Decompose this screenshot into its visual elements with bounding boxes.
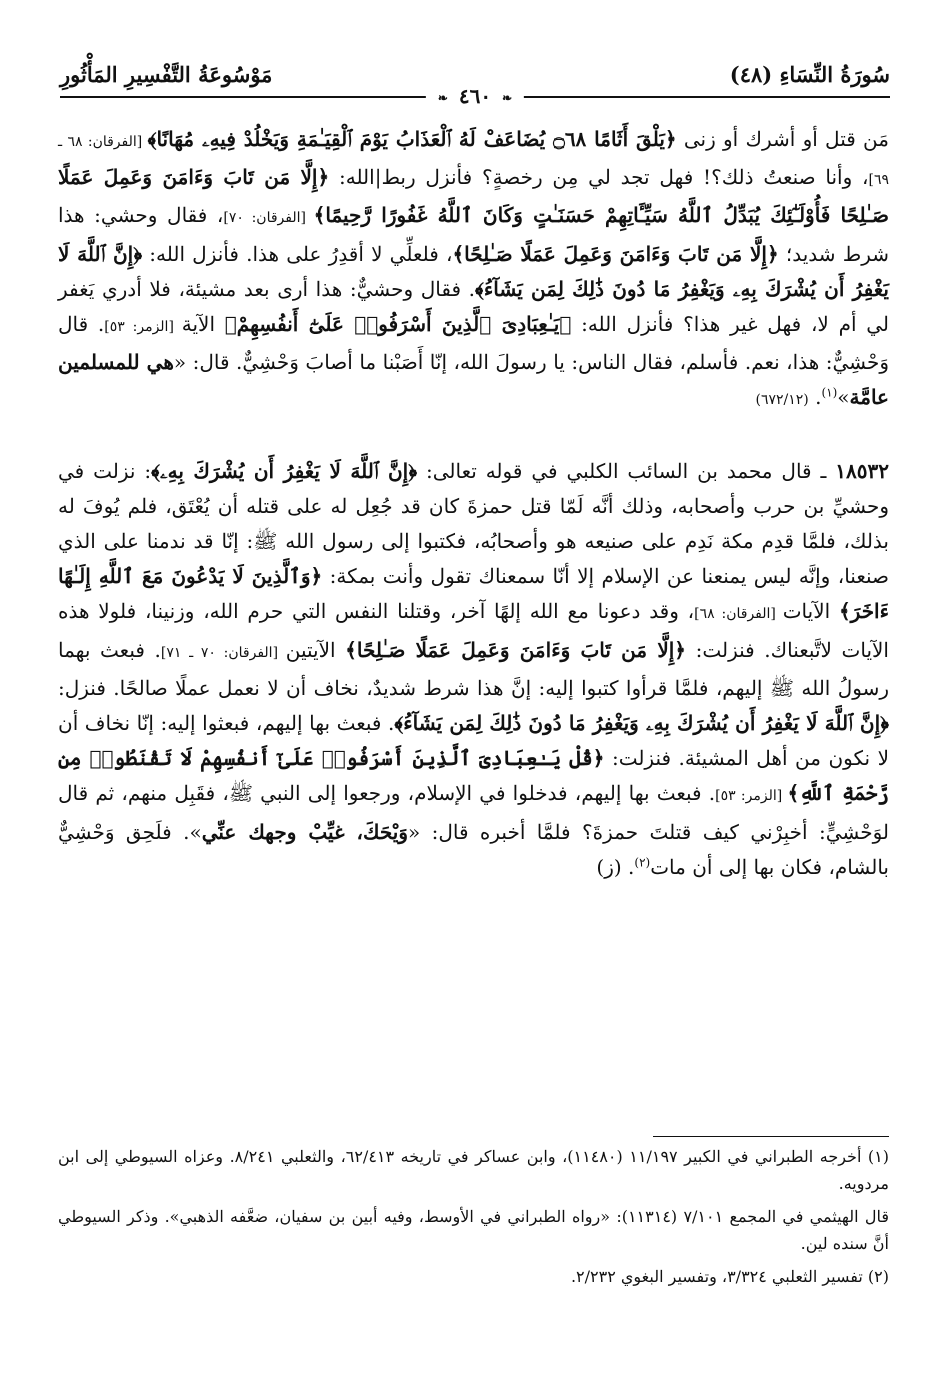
- verse-reference: [الزمر: ٥٣]: [104, 319, 182, 336]
- text-span: : نزلت في وحشيِّ بن حرب وأصحابه، وذلك أنَّه لَمّا قتل حمزةَ كان قد جُعِل له على قتله أن يُعْتَق، فلم يُوفَ له بذلك، فلمَّا قدِم مكة نَدِم على صنيعه هو وأصحابُه، فكتبوا إلى رسول الله ﷺ: إنّا قد ندمنا على الذي صنعنا، وإنَّه ليس يمنعنا عن الإسلام إلا أنّا سمعناك تقول وأنت بمكة:: [58, 458, 889, 589]
- verse-reference: [الفرقان: ٧٠ ـ ٧١]: [160, 644, 286, 661]
- text-span: مَن قتل أو أشرك أو زنى: [676, 127, 889, 151]
- text-span: الآيتين: [285, 637, 346, 662]
- main-text: [58, 122, 889, 885]
- text-span: ، فقال وحشي: هذا شرط شديد؛: [58, 203, 889, 266]
- quran-verse: ﴿إِنَّ ٱللَّهَ لَا يَغْفِرُ أَن يُشْرَكَ بِهِۦ وَيَغْفِرُ مَا دُونَ ذَٰلِكَ لِمَن يَشَآءُ﴾: [394, 711, 889, 736]
- footnote-marker[interactable]: (١): [821, 385, 838, 400]
- footnote-1: (١) أخرجه الطبراني في الكبير ١١/١٩٧ (١١٤٨٠)، وابن عساكر في تاريخه ٦٢/٤١٣، والثعلبي ٨/٢٤١. وعزاه السيوطي إلى ابن مردويه.: [58, 1147, 890, 1193]
- running-header: [60, 50, 890, 108]
- ornament-icon: ❧: [502, 90, 513, 105]
- quran-verse: ﴿إِنَّ ٱللَّهَ لَا يَغْفِرُ أَن يُشْرَكَ بِهِۦ﴾: [151, 458, 418, 483]
- quran-verse: ﴿إِلَّا مَن تَابَ وَءَامَنَ وَعَمِلَ عَمَلًا صَـٰلِحًا﴾: [452, 241, 779, 266]
- text-span: . فبعث بهما رسولُ الله ﷺ إليهم، فلمَّا قرأوا كتبوا إليه: إنَّ هذا شرط شديدٌ، نخاف أن لا نعمل عملًا صالحًا. فنزل:: [58, 637, 889, 700]
- text-span: . فقال وحشيٌّ: هذا أرى بعد مشيئة، فلا أدري يَغفر لي أم لا، فهل غير هذا؟ فأنزل الله:: [58, 276, 890, 337]
- entry-number: ١٨٥٣٢: [835, 458, 890, 483]
- paragraph-wahshi-narration: [58, 122, 889, 419]
- text-span: .: [808, 385, 822, 410]
- surah-title: سُورَةُ النِّسَاءِ (٤٨): [729, 62, 890, 87]
- book-title: مَوْسُوعَةُ التَّفْسِيرِ المَأْثُورِ: [60, 62, 273, 87]
- quran-verse: ﴿إِلَّا مَن تَابَ وَءَامَنَ وَعَمِلَ عَمَلًا صَـٰلِحًا﴾: [345, 637, 686, 662]
- hadith-quote: هي للمسلمين عامَّة: [58, 350, 889, 410]
- text-span: ـ قال محمد بن السائب الكلبي في قوله تعالى:: [417, 458, 836, 483]
- quran-verse: ﴿يَـٰعِبَادِىَ ٱلَّذِينَ أَسْرَفُوا۟ عَلَىٰٓ أَنفُسِهِمْ﴾: [224, 312, 572, 337]
- footnotes: [58, 1143, 889, 1296]
- footnote-divider: [653, 1136, 889, 1137]
- page-number: ٤٦٠: [458, 84, 492, 108]
- quran-verse: ﴿إِلَّا مَن تَابَ وَءَامَنَ وَعَمِلَ عَمَلًا صَـٰلِحًا فَأُوْلَـٰٓئِكَ يُبَدِّلُ ٱللَّهُ سَيِّـَٔاتِهِمْ حَسَنَـٰتٍ وَكَانَ ٱللَّهُ غَفُورًا رَّحِيمًا﴾: [58, 165, 890, 228]
- text-span: ، فلعلِّي لا أقدِرُ على هذا. فأنزل الله:: [142, 241, 453, 266]
- quran-verse: ﴿وَٱلَّذِينَ لَا يَدْعُونَ مَعَ ٱللَّهِ إِلَـٰهًا ءَاخَرَ﴾: [58, 564, 890, 624]
- footnote-marker[interactable]: (٢): [634, 855, 651, 870]
- verse-reference: [الزمر: ٥٣]: [715, 788, 788, 805]
- paragraph-entry-18532: [58, 454, 889, 885]
- text-span: »: [837, 385, 850, 410]
- quran-verse: ﴿يَلْقَ أَثَامًا ۝٦٨ يُضَاعَفْ لَهُ ٱلْعَذَابُ يَوْمَ ٱلْقِيَـٰمَةِ وَيَخْلُدْ فِيهِۦ مُهَانًا﴾: [147, 127, 677, 151]
- text-span: الآيات: [782, 599, 839, 624]
- page-number-box: [426, 84, 524, 108]
- hadith-quote: وَيْحَكَ، غيِّبْ وجهك عنِّي: [201, 819, 408, 844]
- text-span: ، وأنا صنعتُ ذلك؟! فهل تجد لي مِن رخصةٍ؟ فأنزل ربط|الله:: [329, 165, 869, 190]
- verse-reference: [الفرقان: ٦٨]: [694, 606, 783, 623]
- quran-verse: ﴿إِنَّ ٱللَّهَ لَا يَغْفِرُ أَن يُشْرَكَ بِهِۦ وَيَغْفِرُ مَا دُونَ ذَٰلِكَ لِمَن يَشَآءُ﴾: [58, 241, 889, 301]
- text-span: . فبعث بها إليهم، فدخلوا في الإسلام، ورجعوا إلى النبي ﷺ، فقَبِل منهم، ثم قال لوَحْشِيٍّ: أخبِرْني كيف قتلتَ حمزةَ؟ فلمَّا أخبره قال: «: [58, 781, 889, 844]
- quran-verse: ﴿قُلْ يَـٰعِبَادِىَ ٱلَّذِينَ أَسْرَفُوا۟ عَلَىٰٓ أَنفُسِهِمْ لَا تَقْنَطُوا۟ مِن رَّحْمَةِ ٱللَّهِ﴾: [58, 746, 890, 806]
- text-span: الآية: [181, 312, 225, 337]
- verse-reference: [الفرقان: ٦٨ ـ ٦٩]: [58, 134, 889, 189]
- footnote-2: (٢) تفسير الثعلبي ٣/٣٢٤، وتفسير البغوي ٢/٢٣٢.: [570, 1267, 889, 1286]
- volume-page-reference: (٦٧٢/١٢): [755, 392, 809, 409]
- footnote-1-note: قال الهيثمي في المجمع ٧/١٠١ (١١٣١٤): «رواه الطبراني في الأوسط، وفيه أبين بن سفيان، ضعَّفه الذهبي». وذكر السيوطي أنَّ سنده لين.: [58, 1207, 890, 1253]
- text-span: . فبعث بها إليهم، فبعثوا إليه: إنّا نخاف أن لا نكون من أهل المشيئة. فنزلت:: [58, 711, 889, 771]
- text-span: . (ز): [596, 854, 635, 879]
- text-span: ، وقد دعونا مع الله إلهًا آخر، وقتلنا النفس التي حرم الله، وزنينا، فلولا هذه الآيات لاتَّبعناك. فنزلت:: [58, 599, 889, 662]
- text-span: ». فلَحِق وَحْشِيٌّ بالشام، فكان بها إلى أن مات: [58, 819, 889, 879]
- text-span: . قال وَحْشِيٌّ: هذا، نعم. فأسلم، فقال الناس: يا رسولَ الله، إنّا أَصَبْنا ما أصابَ وَحْشِيٌّ. قال: «: [58, 312, 889, 375]
- verse-reference: [الفرقان: ٧٠]: [223, 210, 314, 227]
- ornament-icon: ❧: [437, 90, 448, 105]
